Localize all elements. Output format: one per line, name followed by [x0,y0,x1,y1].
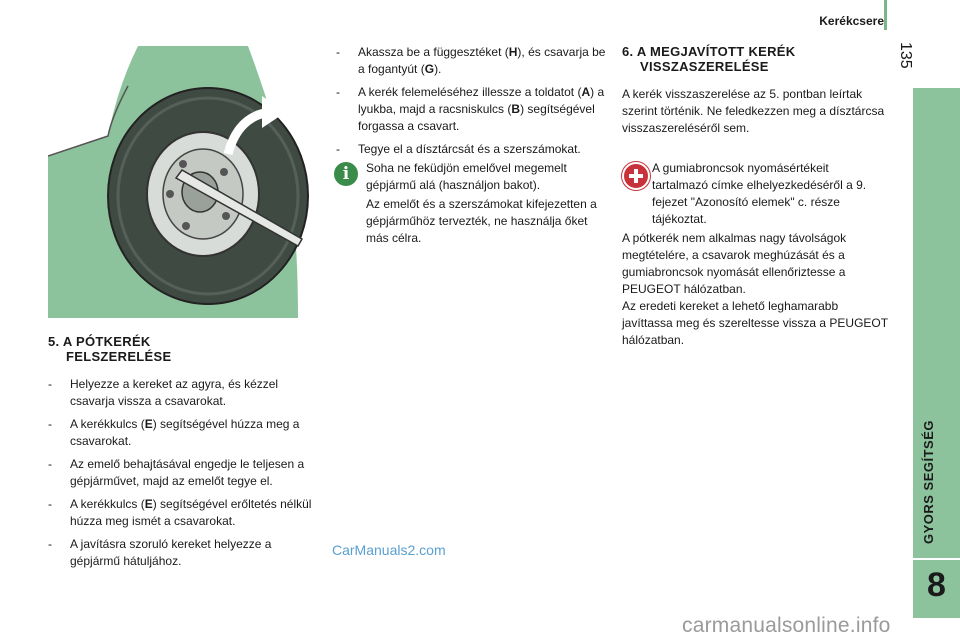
section6-tip: A gumiabroncsok nyomásértékeit tartalmazó címke elhelyezkedéséről a 9. fejezet "Azonosító elemek" c. része tájékoztat. [652,161,867,226]
section5-step-1: - Helyezze a kereket az agyra, és kézzel csavarja vissza a csavarokat. [48,376,316,410]
watermark-carmanuals2: CarManuals2.com [332,542,446,558]
wheel-wrench-illustration [48,46,314,318]
wheel-wrench-drawing [48,46,314,318]
section5-step-3: - Az emelő behajtásával engedje le teljesen a gépjárművet, majd az emelőt tegye el. [48,456,316,490]
section5-step-5: - A javításra szoruló kereket helyezze a gépjármű hátuljához. [48,536,316,570]
section6-para2: A pótkerék nem alkalmas nagy távolságok megtételére, a csavarok meghúzását és a gumiabroncsok nyomását ellenőriztesse a PEUGEOT hálózatban. [622,231,847,296]
section5-step-2: - A kerékkulcs (E) segítségével húzza meg a csavarokat. [48,416,316,450]
watermark-carmanualsonline: carmanualsonline.info [682,614,891,637]
page-header-title: Kerékcsere [819,14,884,28]
section6-title [622,44,795,74]
page-number: 135 [897,42,914,69]
side-tab [913,88,960,558]
side-tab-label: GYORS SEGÍTSÉG [921,419,936,544]
header-rule [884,0,887,30]
tip-plus-icon [622,162,650,190]
section6-intro: A kerék visszaszerelése az 5. pontban leírtak szerint történik. Ne feledkezzen meg a dísztárcsa visszaszereléséről sem. [622,87,885,135]
info-warning-text: Soha ne feküdjön emelővel megemelt gépjármű alá (használjon bakot). [366,161,567,192]
info-tools-text: Az emelőt és a szerszámokat kifejezetten a gépjárműhöz tervezték, ne használja őket más célra. [366,197,597,245]
info-icon: i [334,162,358,186]
section5-title-line1: 5. A PÓTKERÉK [48,334,151,349]
section6-title-line1: 6. A MEGJAVÍTOTT KERÉK [622,44,796,59]
middle-step-3: - Tegye el a dísztárcsát és a szerszámokat. [336,141,606,158]
section5-title [48,334,171,364]
chapter-box [913,560,960,618]
section5-steps [48,376,316,576]
middle-step-2: - A kerék felemeléséhez illessze a toldatot (A) a lyukba, majd a racsniskulcs (B) segítségével forgassa a csavart. [336,84,606,135]
middle-steps [336,44,606,164]
section6-title-line2: VISSZASZERELÉSE [640,59,769,74]
chapter-number: 8 [927,566,946,604]
section5-title-line2: FELSZERELÉSE [66,349,172,364]
middle-step-1: - Akassza be a függesztéket (H), és csavarja be a fogantyút (G). [336,44,606,78]
section6-para3: Az eredeti kereket a lehető leghamarabb javíttassa meg és szereltesse vissza a PEUGEOT hálózatban. [622,299,888,347]
section5-step-4: - A kerékkulcs (E) segítségével erőltetés nélkül húzza meg ismét a csavarokat. [48,496,316,530]
